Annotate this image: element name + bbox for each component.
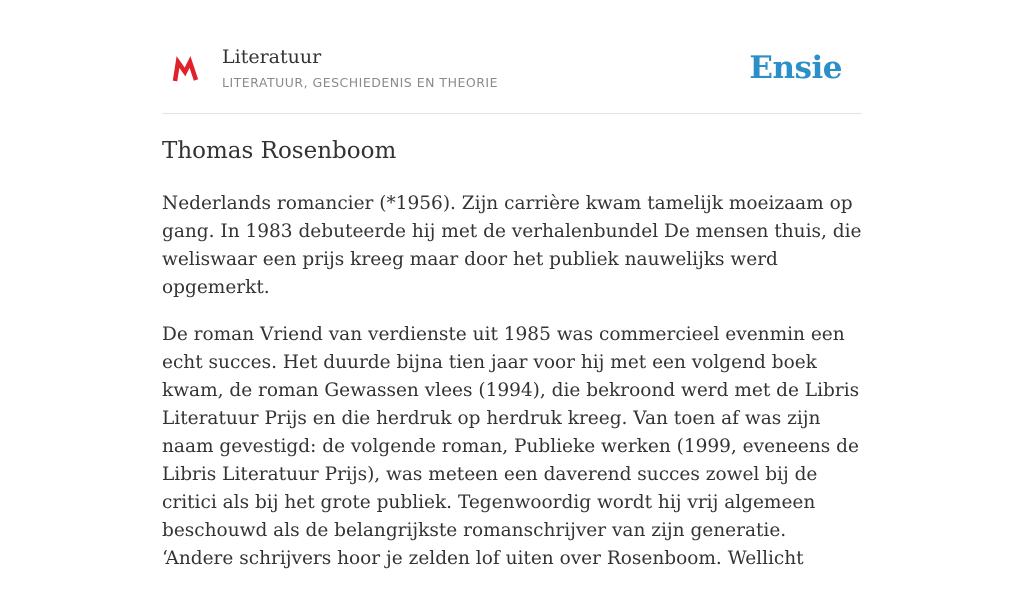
- article-paragraph: De roman Vriend van verdienste uit 1985 was commercieel evenmin een echt succes. Het duurde bijna tien jaar voor hij met een volgend boek kwam, de roman Gewassen vlees (1994), die bekroond werd met de Libris Literatuur Prijs en die herdruk op herdruk kreeg. Van toen af was zijn naam gevestigd: de volgende roman, Publieke werken (1999, eveneens de Libris Literatuur Prijs), was meteen een daverend succes zowel bij de critici als bij het grote publiek. Tegenwoordig wordt hij vrij algemeen beschouwd als de belangrijkste romanschrijver van zijn generatie. ‘Andere schrijvers hoor je zelden lof uiten over Rosenboom. Wellicht: [162, 324, 860, 569]
- site-title[interactable]: Literatuur: [222, 46, 322, 68]
- ensie-brand-link[interactable]: Ensie: [749, 50, 842, 86]
- content-container: [162, 0, 862, 569]
- site-subtitle: LITERATUUR, GESCHIEDENIS EN THEORIE: [222, 75, 498, 90]
- article-body: [162, 190, 862, 592]
- article-paragraph: Nederlands romancier (*1956). Zijn carrière kwam tamelijk moeizaam op gang. In 1983 debuteerde hij met de verhalenbundel De mensen thuis, die weliswaar een prijs kreeg maar door het publiek nauwelijks werd opgemerkt.: [162, 193, 862, 298]
- site-header: [162, 0, 862, 114]
- article-title: Thomas Rosenboom: [162, 138, 397, 164]
- m-logo-icon[interactable]: [172, 57, 200, 85]
